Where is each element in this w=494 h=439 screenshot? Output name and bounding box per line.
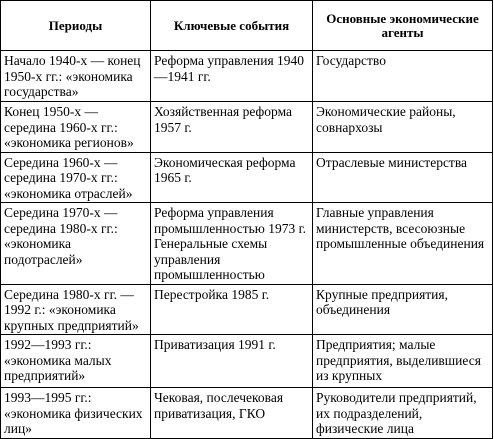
header-key-events: Ключевые события	[151, 1, 313, 51]
table-row	[1, 102, 493, 153]
period-cell: Конец 1950-х — середина 1960-х гг.: «экономика регионов»	[1, 102, 151, 153]
agents-cell: Предприятия; малые предприятия, выделившиеся из крупных	[313, 335, 493, 388]
header-periods: Периоды	[1, 1, 151, 51]
agents-cell: Главные управления министерств, всесоюзные промышленные объединения	[313, 203, 493, 285]
table-row	[1, 388, 493, 439]
agents-cell: Отраслевые министерства	[313, 152, 493, 203]
table-row	[1, 335, 493, 388]
events-cell: Экономическая реформа 1965 г.	[151, 152, 313, 203]
period-cell: Середина 1980-х гг. — 1992 г.: «экономика крупных предприятий»	[1, 284, 151, 335]
header-economic-agents: Основные экономические агенты	[313, 1, 493, 51]
period-cell: Середина 1970-х — середина 1980-х гг.: «экономика подотраслей»	[1, 203, 151, 285]
table-row	[1, 203, 493, 285]
events-cell: Реформа управления 1940—1941 гг.	[151, 51, 313, 102]
agents-cell: Государство	[313, 51, 493, 102]
period-cell: 1993—1995 гг.: «экономика физических лиц»	[1, 388, 151, 439]
period-cell: Середина 1960-х — середина 1970-х гг.: «экономика отраслей»	[1, 152, 151, 203]
table-header	[1, 1, 493, 51]
header-row	[1, 1, 493, 51]
table-row	[1, 152, 493, 203]
agents-cell: Крупные предприятия, объединения	[313, 284, 493, 335]
table-row	[1, 284, 493, 335]
events-cell: Реформа управления промышленностью 1973 г. Генеральные схемы управления промышленностью	[151, 203, 313, 285]
events-cell: Хозяйственная реформа 1957 г.	[151, 102, 313, 153]
agents-cell: Экономические районы, совнархозы	[313, 102, 493, 153]
agents-cell: Руководители предприятий, их подразделений, физические лица	[313, 388, 493, 439]
events-cell: Приватизация 1991 г.	[151, 335, 313, 388]
period-cell: Начало 1940-х — конец 1950-х гг.: «экономика государства»	[1, 51, 151, 102]
table-body	[1, 51, 493, 439]
table-row	[1, 51, 493, 102]
events-cell: Чековая, послечековая приватизация, ГКО	[151, 388, 313, 439]
period-cell: 1992—1993 гг.: «экономика малых предприятий»	[1, 335, 151, 388]
events-cell: Перестройка 1985 г.	[151, 284, 313, 335]
